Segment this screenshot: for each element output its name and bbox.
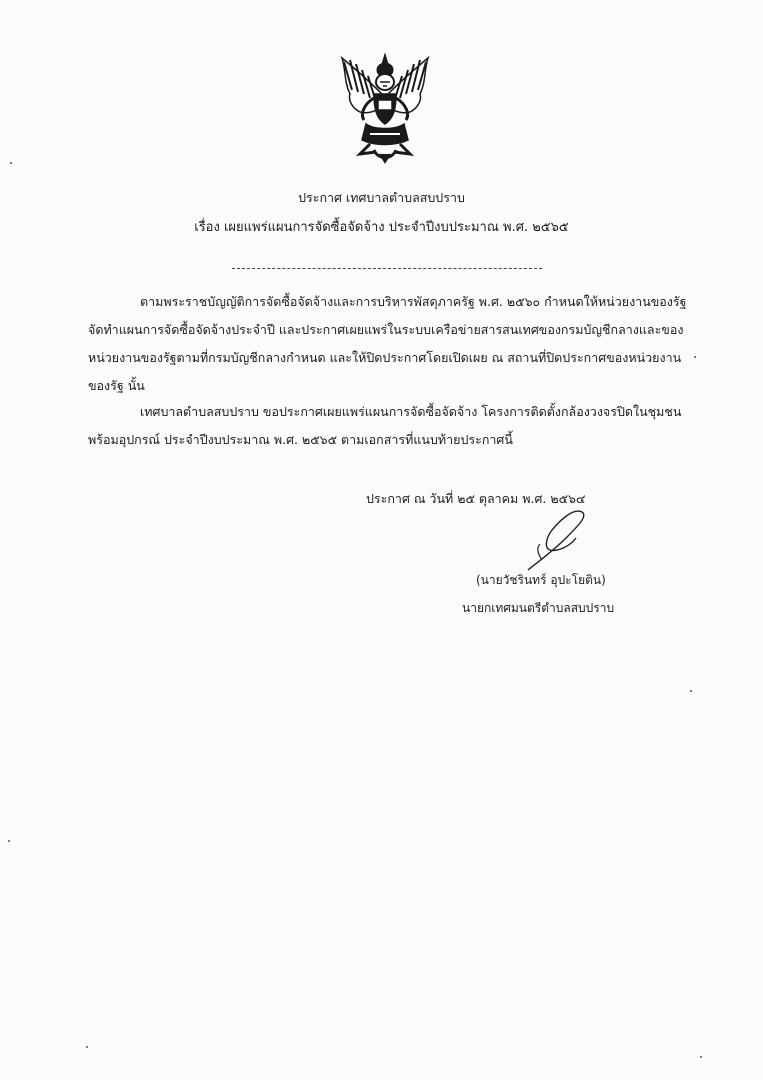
announcement-date: ประกาศ ณ วันที่ ๒๕ ตุลาคม พ.ศ. ๒๕๖๔ (366, 491, 586, 506)
paragraph-1-line: หน่วยงานของรัฐตามที่กรมบัญชีกลางกำหนด และให้ปิดประกาศโดยเปิดเผย ณ สถานที่ปิดประกาศของหน่วยงาน (88, 350, 682, 365)
scan-speck (86, 1046, 88, 1048)
paragraph-2-line: พร้อมอุปกรณ์ ประจำปีงบประมาณ พ.ศ. ๒๕๖๕ ตามเอกสารที่แนบท้ายประกาศนี้ (88, 432, 513, 447)
announcement-subject: เรื่อง เผยแพร่แผนการจัดซื้อจัดจ้าง ประจำปีงบประมาณ พ.ศ. ๒๕๖๕ (194, 220, 569, 235)
scan-speck (694, 356, 696, 358)
garuda-emblem-icon (330, 50, 440, 165)
scan-speck (8, 840, 10, 842)
paragraph-1-line: จัดทำแผนการจัดซื้อจัดจ้างประจำปี และประกาศเผยแพร่ในระบบเครือข่ายสารสนเทศของกรมบัญชีกลางและของ (88, 322, 684, 337)
paragraph-2 (88, 398, 688, 454)
paragraph-2-line-text: เทศบาลตำบลสบปราบ ขอประกาศเผยแพร่แผนการจัดซื้อจัดจ้าง โครงการติดตั้งกล้องวงจรปิดในชุมชน (140, 404, 682, 419)
paragraph-1-line-text: ตามพระราชบัญญัติการจัดซื้อจัดจ้างและการบริหารพัสดุภาครัฐ พ.ศ. ๒๕๖๐ กำหนดให้หน่วยงานของรัฐ (140, 294, 687, 309)
paragraph-1 (88, 288, 688, 400)
paragraph-1-line: ของรัฐ นั้น (88, 378, 145, 393)
signature-icon (522, 508, 596, 578)
signer-name: (นายวัชรินทร์ อุปะโยติน) (476, 573, 606, 587)
paragraph-2-line (88, 398, 688, 426)
scan-speck (10, 162, 12, 164)
scan-speck (690, 690, 692, 692)
announcement-title: ประกาศ เทศบาลตำบลสบปราบ (298, 190, 465, 205)
scan-speck (700, 1056, 702, 1058)
divider-rule (232, 268, 542, 269)
paragraph-1-line (88, 288, 688, 316)
signer-position: นายกเทศมนตรีตำบลสบปราบ (462, 601, 615, 615)
